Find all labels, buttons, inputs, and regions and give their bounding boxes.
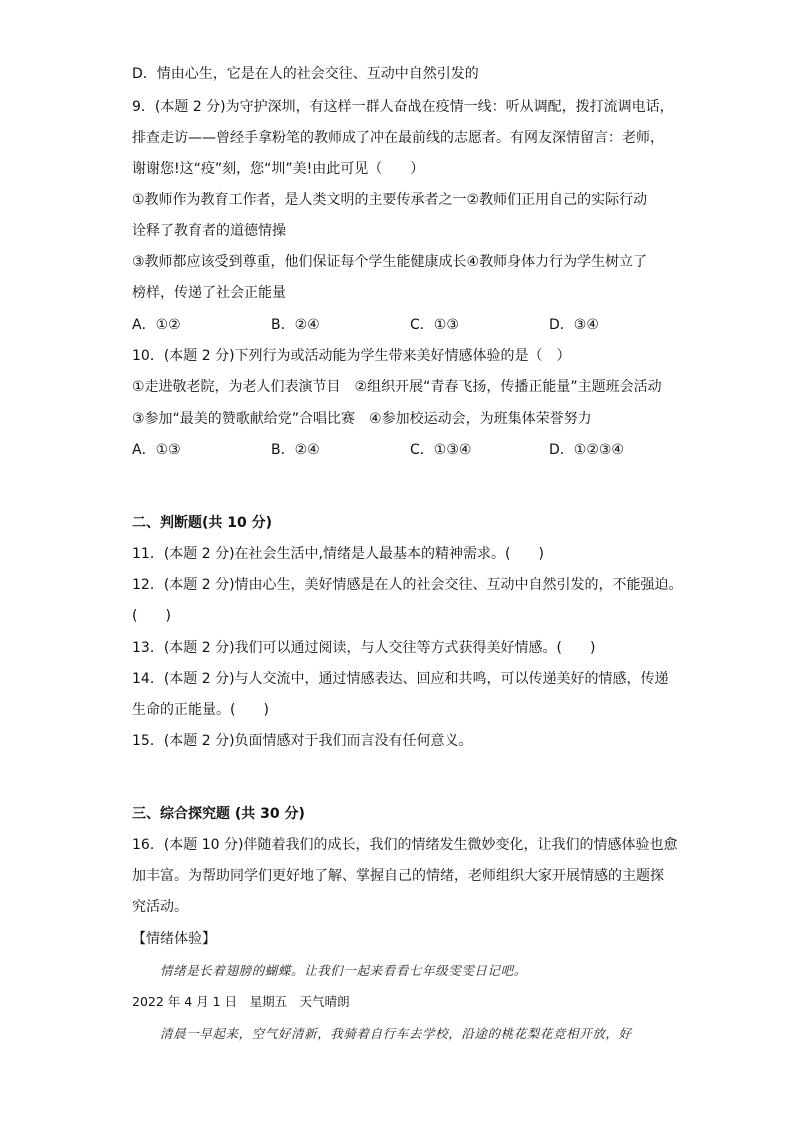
q9-line: 排查走访——曾经手拿粉笔的教师成了冲在最前线的志愿者。有网友深情留言：老师， — [132, 130, 664, 146]
q9-line: ①教师作为教育工作者，是人类文明的主要传承者之一②教师们正用自己的实际行动 — [132, 192, 648, 208]
judgement-line: 11．(本题 2 分)在社会生活中,情绪是人最基本的精神需求。( ) — [132, 546, 544, 562]
inquiry-line: 16．(本题 10 分)伴随着我们的成长，我们的情绪发生微妙变化，让我们的情感体验也愈 — [132, 837, 678, 853]
judgement-line: 14．(本题 2 分)与人交流中，通过情感表达、回应和共鸣，可以传递美好的情感，传递 — [132, 671, 669, 687]
diary-intro: 情绪是长着翅膀的蝴蝶。让我们一起来看看七年级雯雯日记吧。 — [160, 963, 527, 978]
q9-option-c: C．①③ — [410, 317, 459, 333]
diary-date: 2022 年 4 月 1 日 星期五 天气晴朗 — [132, 994, 350, 1009]
q10-line: 10．(本题 2 分)下列行为或活动能为学生带来美好情感体验的是（ ） — [132, 348, 571, 364]
diary-text: 清晨一早起来，空气好清新，我骑着自行车去学校，沿途的桃花梨花竞相开放，好 — [160, 1026, 632, 1041]
q9-line: 诠释了教育者的道德情操 — [132, 223, 286, 239]
judgement-line: ( ) — [132, 608, 171, 624]
q8-option-d: D．情由心生，它是在人的社会交往、互动中自然引发的 — [132, 66, 479, 82]
q9-line: 9．(本题 2 分)为守护深圳，有这样一群人奋战在疫情一线：听从调配，拨打流调电话， — [132, 99, 674, 115]
q9-option-a: A．①② — [132, 317, 181, 333]
q9-line: 榜样，传递了社会正能量 — [132, 285, 286, 301]
q10-option-d: D．①②③④ — [549, 442, 624, 458]
q9-line: ③教师都应该受到尊重，他们保证每个学生能健康成长④教师身体力行为学生树立了 — [132, 254, 648, 270]
judgement-line: 15．(本题 2 分)负面情感对于我们而言没有任何意义。 — [132, 733, 473, 749]
q10-option-c: C．①③④ — [410, 442, 472, 458]
q10-line: ③参加“最美的赞歌献给党”合唱比赛 ④参加校运动会，为班集体荣誉努力 — [132, 411, 592, 427]
subheading: 【情绪体验】 — [132, 931, 216, 947]
judgement-line: 生命的正能量。( ) — [132, 702, 269, 718]
q10-option-b: B．②④ — [271, 442, 320, 458]
section-title: 三、综合探究题 (共 30 分) — [132, 806, 305, 822]
q10-line: ①走进敬老院，为老人们表演节目 ②组织开展“青春飞扬，传播正能量”主题班会活动 — [132, 379, 662, 395]
q9-option-b: B．②④ — [271, 317, 320, 333]
section-title: 二、判断题(共 10 分) — [132, 515, 273, 531]
inquiry-line: 究活动。 — [132, 899, 188, 915]
judgement-line: 13．(本题 2 分)我们可以通过阅读，与人交往等方式获得美好情感。( ) — [132, 640, 596, 656]
q9-line: 谢谢您!这“疫”刻，您“圳”美!由此可见（ ） — [132, 161, 425, 177]
q9-options — [132, 315, 652, 335]
judgement-line: 12．(本题 2 分)情由心生，美好情感是在人的社会交往、互动中自然引发的，不能强迫。 — [132, 577, 683, 593]
q10-options — [132, 440, 652, 460]
q9-option-d: D．③④ — [549, 317, 599, 333]
inquiry-line: 加丰富。为帮助同学们更好地了解、掌握自己的情绪，老师组织大家开展情感的主题探 — [132, 868, 664, 884]
q10-option-a: A．①③ — [132, 442, 181, 458]
